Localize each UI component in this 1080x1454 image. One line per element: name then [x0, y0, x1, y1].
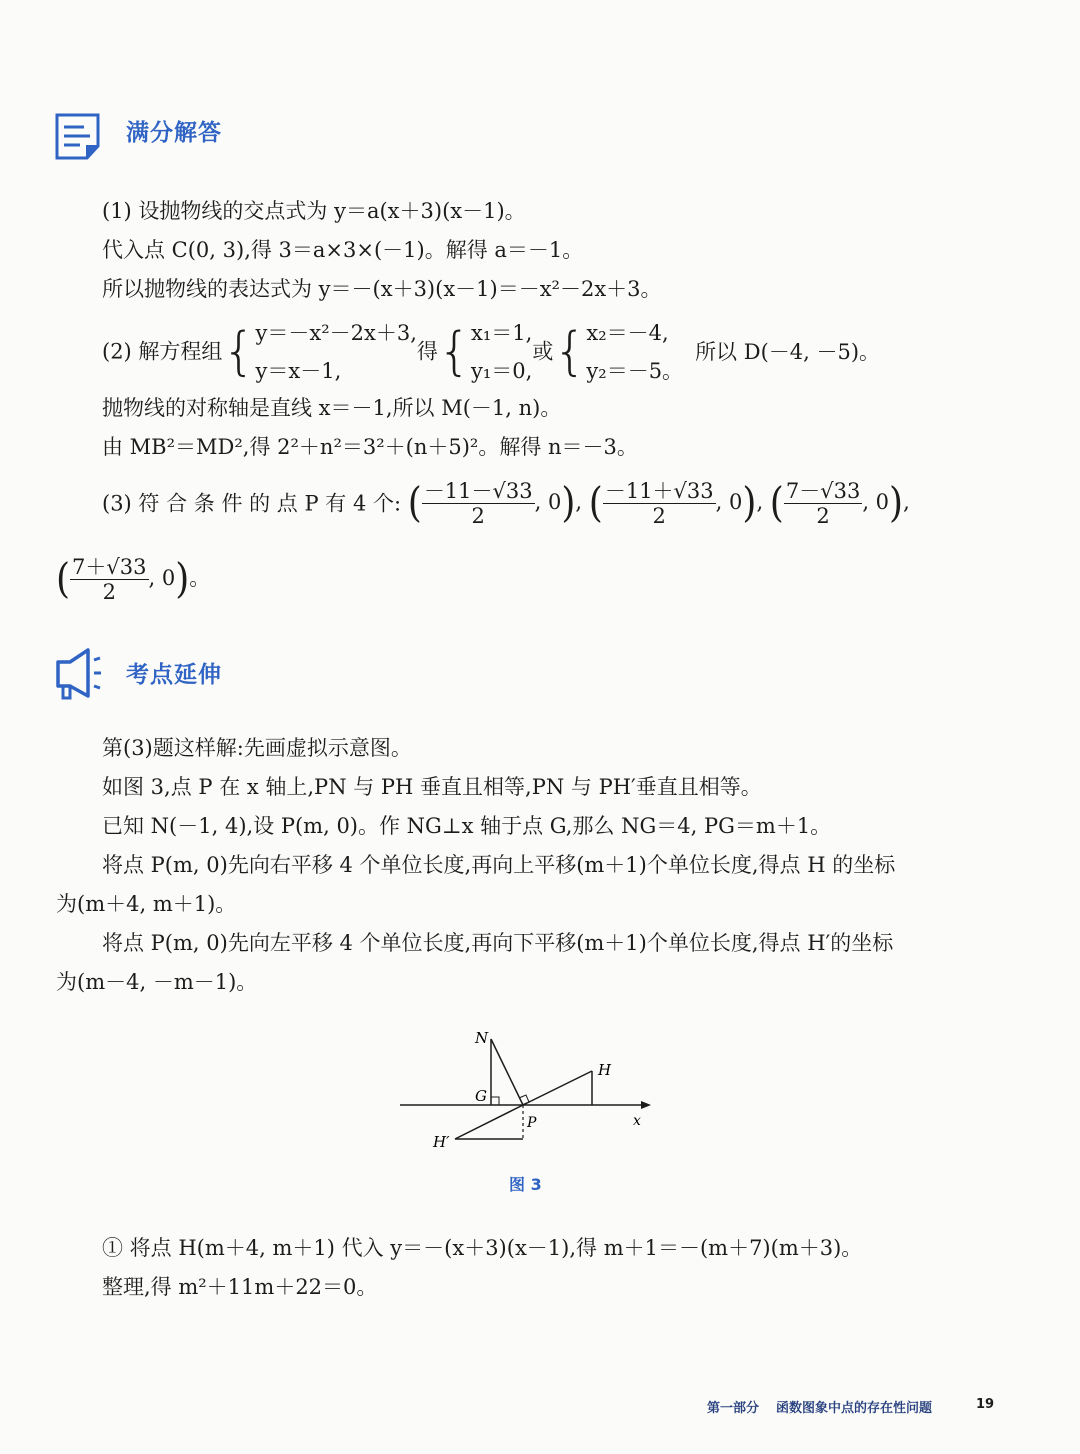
brace: {: [553, 321, 587, 382]
section-title-answer: 满分解答: [126, 120, 222, 146]
footer-part: 第一部分: [707, 1401, 760, 1416]
brace: {: [222, 321, 256, 382]
text-line: 为(m－4, －m－1)。: [56, 970, 258, 994]
system-equation-line: [102, 312, 880, 388]
brace: {: [437, 321, 471, 382]
points-line: (3) 符 合 条 件 的 点 P 有 4 个: ( $\frac{-11-√33}{2}$ , 0), ( $\frac{-11+√33}{2}$ , 0), ( $\frac{7-√33}{2}$ , 0),: [102, 479, 910, 528]
segment-PHprime: [455, 1105, 523, 1139]
point-fraction: $\frac{7+√33}{2}$: [72, 555, 147, 604]
result-text: 所以 D(－4, －5)。: [695, 339, 881, 364]
x-axis-arrow: [641, 1101, 651, 1109]
text-line: 将点 P(m, 0)先向左平移 4 个单位长度,再向下平移(m＋1)个单位长度,得点 H′的坐标: [102, 931, 894, 955]
segment-PH: [523, 1071, 592, 1105]
text-line: 如图 3,点 P 在 x 轴上,PN 与 PH 垂直且相等,PN 与 PH′垂直且相等。: [102, 775, 762, 799]
text-de: 得: [416, 339, 438, 364]
document-icon: [54, 112, 104, 162]
point-fraction: $\frac{-11-√33}{2}$: [423, 479, 533, 528]
label: (2) 解方程组: [102, 339, 223, 364]
label-G: G: [475, 1087, 487, 1105]
text-line: ① 将点 H(m＋4, m＋1) 代入 y＝－(x＋3)(x－1),得 m＋1＝－(m＋7)(m＋3)。: [102, 1236, 863, 1260]
section-title-extension: 考点延伸: [126, 662, 222, 688]
point-fraction: $\frac{7-√33}{2}$: [785, 479, 861, 528]
page-number: 19: [976, 1397, 995, 1412]
equation-system-2: x₁＝1, y₁＝0,: [470, 320, 533, 383]
label: (3) 符 合 条 件 的 点 P 有 4 个:: [102, 491, 402, 516]
text-line: 为(m＋4, m＋1)。: [56, 892, 237, 916]
text-line: 所以抛物线的表达式为 y＝－(x＋3)(x－1)＝－x²－2x＋3。: [102, 277, 662, 301]
points-line-2: ( $\frac{7+√33}{2}$ , 0)。: [56, 555, 211, 604]
figure-3: [395, 1025, 665, 1155]
equation-system-3: x₂＝－4, y₂＝－5。: [586, 320, 684, 383]
text-line: 代入点 C(0, 3),得 3＝a×3×(－1)。解得 a＝－1。: [102, 238, 584, 262]
text-line: (1) 设抛物线的交点式为 y＝a(x＋3)(x－1)。: [102, 199, 526, 223]
right-angle-G: [491, 1097, 499, 1105]
label-N: N: [475, 1029, 489, 1047]
label-P: P: [527, 1115, 537, 1131]
point-fraction: $\frac{-11+√33}{2}$: [604, 479, 714, 528]
text-line: 整理,得 m²＋11m＋22＝0。: [102, 1275, 378, 1299]
text-line: 抛物线的对称轴是直线 x＝－1,所以 M(－1, n)。: [102, 396, 562, 420]
figure-caption: 图 3: [509, 1175, 542, 1194]
label-H: H: [598, 1061, 612, 1079]
footer-topic: 函数图象中点的存在性问题: [776, 1401, 933, 1416]
text-line: 由 MB²＝MD²,得 2²＋n²＝3²＋(n＋5)²。解得 n＝－3。: [102, 435, 638, 459]
segment-NP: [491, 1039, 523, 1105]
text-or: 或: [532, 339, 554, 364]
text-line: 已知 N(－1, 4),设 P(m, 0)。作 NG⊥x 轴于点 G,那么 NG＝4, PG＝m＋1。: [102, 814, 832, 838]
label-x: x: [633, 1113, 641, 1129]
text-line: 第(3)题这样解:先画虚拟示意图。: [102, 736, 412, 760]
equation-system-1: y＝－x²－2x＋3, y＝x－1,: [255, 320, 417, 383]
text-line: 将点 P(m, 0)先向右平移 4 个单位长度,再向上平移(m＋1)个单位长度,得点 H 的坐标: [102, 853, 896, 877]
megaphone-icon: [54, 646, 116, 702]
label-H-prime: H′: [433, 1133, 450, 1151]
